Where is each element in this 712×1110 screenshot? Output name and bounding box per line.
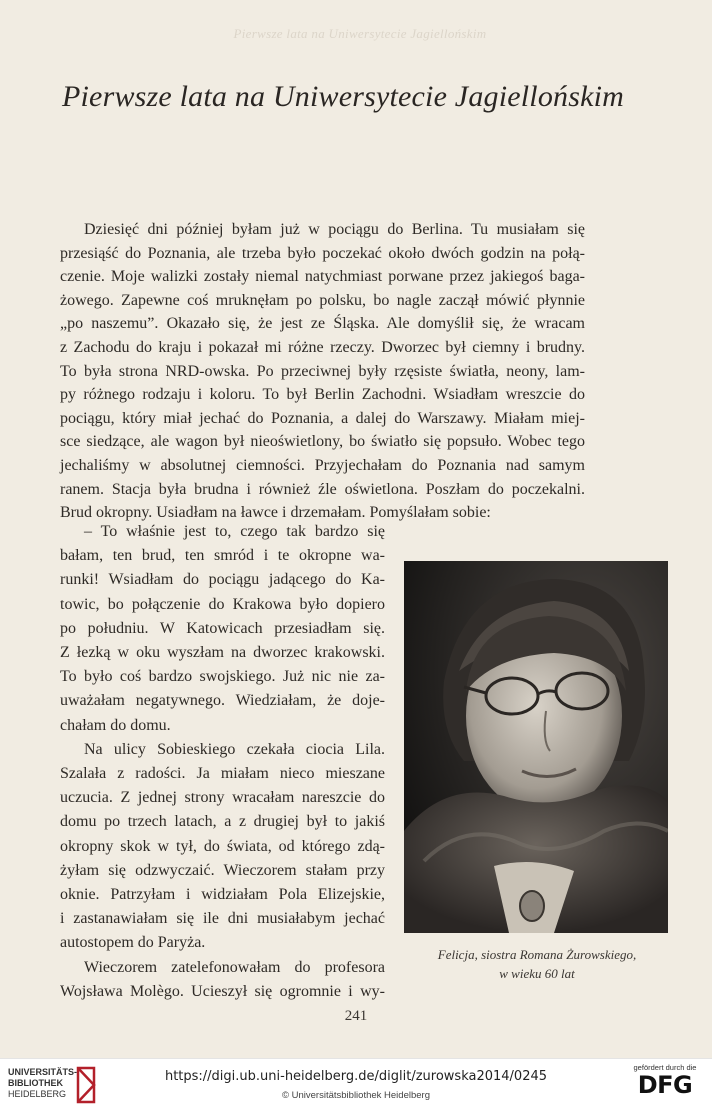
text-line: z Zachodu do kraju i pokazał mi różne rzeczy. Dworzec był ciemny i brudny. <box>60 338 585 356</box>
text-line: Wieczorem zatelefonowałam do profesora <box>84 958 385 976</box>
text-line: czenie. Moje walizki zostały niemal natychmiast porwane przez jakiegoś baga- <box>60 268 585 286</box>
library-line-1: UNIVERSITÄTS- <box>8 1067 78 1077</box>
text-line: Szalała z radości. Ja miałam nieco mieszane <box>60 765 385 783</box>
running-head: Pierwsze lata na Uniwersytecie Jagiellońskim <box>233 26 487 41</box>
dfg-logo <box>628 1063 702 1098</box>
text-line: autostopem do Paryża. <box>60 934 206 952</box>
text-line: po południu. W Katowicach przesiadłam się. <box>60 619 385 637</box>
text-line: uważałam negatywnego. Wiedziałam, że doje- <box>60 692 385 710</box>
text-line: Brud okropny. Usiadłam na ławce i drzemałam. Pomyślałam sobie: <box>60 504 491 522</box>
text-line: runki! Wsiadłam do pociągu jadącego do Ka- <box>60 571 385 589</box>
caption-line-2: w wieku 60 lat <box>499 966 575 981</box>
narrow-column-text <box>60 520 385 1004</box>
text-line: sce siedzące, ale wagon był nieoświetlony, bo światło się popsuło. Wobec tego <box>60 433 585 451</box>
library-line-3: HEIDELBERG <box>8 1089 67 1099</box>
text-line: „po naszemu”. Okazało się, że jest ze Śląska. Ale domyślił się, że wracam <box>60 315 585 333</box>
dfg-wordmark: DFG <box>637 1071 693 1099</box>
text-line: żyłam się odzwyczaić. Wieczorem stałam przy <box>60 861 385 879</box>
paragraph-1 <box>60 218 585 525</box>
text-line: Dziesięć dni później byłam już w pociągu do Berlina. Tu musiałam się <box>84 221 585 238</box>
text-line: okropny skok w tył, do świata, od którego zdą- <box>60 837 385 855</box>
page-url[interactable] <box>0 1069 712 1084</box>
text-line: chałam do domu. <box>60 716 171 734</box>
text-line: domu po trzech latach, a z drugiej był to jakiś <box>60 813 385 831</box>
text-line: przesiąść do Poznania, ale trzeba było poczekać około dwóch godzin na połą- <box>60 244 585 262</box>
chapter-title: Pierwsze lata na Uniwersytecie Jagiellońskim <box>62 80 625 113</box>
photo-caption <box>408 945 666 983</box>
text-line: – To właśnie jest to, czego tak bardzo się <box>84 523 385 540</box>
text-line: pociągu, który miał jechać do Poznania, a dalej do Warszawy. Miałam miej- <box>60 409 585 427</box>
portrait-photo <box>404 561 668 933</box>
dfg-funded-by: gefördert durch die <box>633 1063 697 1072</box>
library-line-2: BIBLIOTHEK <box>8 1078 63 1088</box>
text-line: py różnego rodzaju i koloru. To był Berlin Zachodni. Wsiadłam wreszcie do <box>60 386 585 404</box>
text-line: towic, bo połączenie do Krakowa było dopiero <box>60 595 385 613</box>
text-line: bałam, ten brud, ten smród i te okropne wa- <box>60 547 385 565</box>
page-url-link[interactable]: https://digi.ub.uni-heidelberg.de/diglit/zurowska2014/0245 <box>164 1069 548 1084</box>
viewer-footer <box>0 1058 712 1110</box>
text-line: ranem. Stacja była brudna i również źle oświetlona. Poszłam do poczekalni. <box>60 480 585 498</box>
portrait-illustration <box>404 561 668 933</box>
text-line: Wojsława Molègo. Ucieszył się ogromnie i wy- <box>60 982 385 1000</box>
text-line: i zastanawiałam się ile dni musiałabym jechać <box>60 910 385 928</box>
text-line: oknie. Patrzyłam i widziałam Pola Elizejskie, <box>60 886 385 904</box>
text-line: uczucia. Z jednej strony wracałam nareszcie do <box>60 789 385 807</box>
text-line: żowego. Zapewne coś mruknęłam po polsku, bo nagle zaczął mówić płynnie <box>60 291 585 309</box>
text-line: To była strona NRD-owska. Po przeciwnej były rzęsiste światła, neony, lam- <box>60 362 585 380</box>
text-line: Z łezką w oku wyszłam na dworzec krakowski. <box>60 644 385 662</box>
copyright-notice: © Universitätsbibliothek Heidelberg <box>282 1090 430 1101</box>
text-line: To było coś bardzo swojskiego. Już nic nie za- <box>60 668 385 686</box>
text-line: jechaliśmy w absolutnej ciemności. Przyjechałam do Poznania nad samym <box>60 456 585 474</box>
page-number: 241 <box>344 1008 368 1024</box>
caption-line-1: Felicja, siostra Romana Żurowskiego, <box>437 947 637 962</box>
text-line: Na ulicy Sobieskiego czekała ciocia Lila. <box>84 740 385 758</box>
